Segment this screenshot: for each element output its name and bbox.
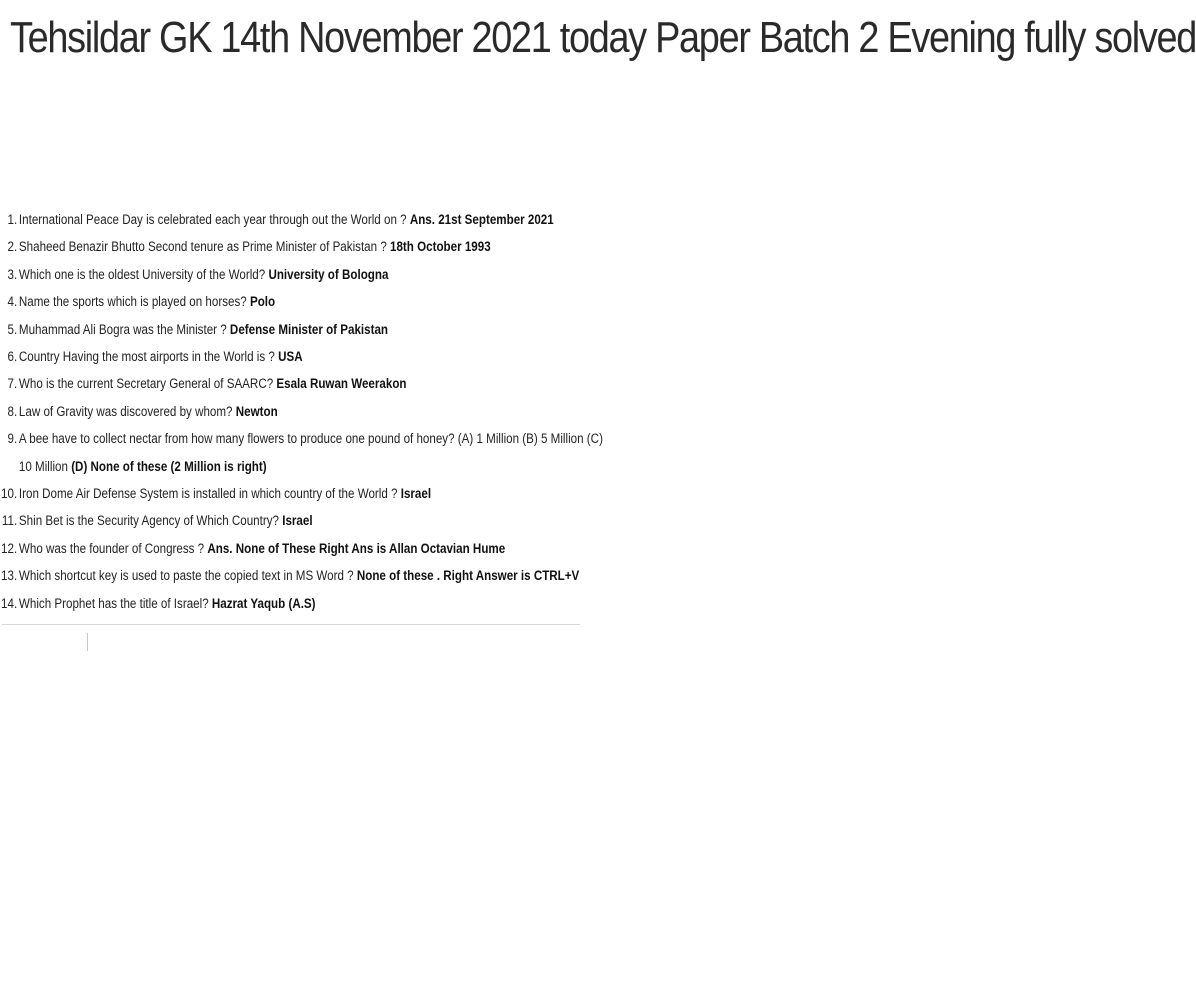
question-item-10 — [0, 480, 612, 507]
answer-text: Newton — [235, 403, 278, 419]
question-item-3 — [0, 261, 612, 288]
question-list — [0, 206, 603, 617]
question-item-9 — [0, 425, 612, 480]
answer-text: Hazrat Yaqub (A.S) — [211, 595, 316, 611]
question-text: Which Prophet has the title of Israel? — [18, 595, 212, 611]
question-text: Iron Dome Air Defense System is installed in which country of the World ? — [18, 486, 401, 502]
question-text: Muhammad Ali Bogra was the Minister ? — [18, 321, 230, 337]
text-cursor-line — [87, 633, 88, 651]
question-text: Country Having the most airports in the World is ? — [18, 349, 279, 365]
answer-text: 18th October 1993 — [390, 239, 491, 255]
page-title — [10, 8, 1196, 67]
answer-text: None of these . Right Answer is CTRL+V — [356, 568, 580, 584]
question-number: 3. — [7, 266, 18, 282]
question-item-8 — [0, 398, 612, 425]
question-number: 11. — [1, 513, 18, 529]
answer-text: University of Bologna — [268, 266, 389, 282]
question-text: A bee have to collect nectar from how many flowers to produce one pound of honey? (A) 1 Million (B) 5 Million (C) 10 Million — [18, 431, 603, 474]
page-title-text: Tehsildar GK 14th November 2021 today Paper Batch 2 Evening fully solved — [10, 13, 1196, 62]
question-item-2 — [0, 233, 612, 260]
question-number: 7. — [7, 376, 18, 392]
question-number: 2. — [7, 239, 18, 255]
question-number: 13. — [1, 568, 18, 584]
answer-text: USA — [278, 349, 303, 365]
question-number: 4. — [7, 294, 18, 310]
question-number: 14. — [1, 595, 18, 611]
question-number: 6. — [7, 349, 18, 365]
question-item-11 — [0, 507, 612, 534]
answer-text: Ans. None of These Right Ans is Allan Octavian Hume — [207, 540, 506, 556]
answer-text: Esala Ruwan Weerakon — [276, 376, 407, 392]
question-item-12 — [0, 535, 612, 562]
question-number: 9. — [7, 431, 18, 447]
content-divider — [2, 624, 580, 625]
answer-text: Israel — [400, 486, 432, 502]
question-item-13 — [0, 562, 612, 589]
question-text: Which one is the oldest University of the World? — [18, 266, 269, 282]
question-text: Who is the current Secretary General of SAARC? — [18, 376, 277, 392]
question-text: International Peace Day is celebrated each year through out the World on ? — [18, 212, 410, 227]
question-text: Shin Bet is the Security Agency of Which Country? — [18, 513, 283, 529]
answer-text: Polo — [249, 294, 276, 310]
question-number: 10. — [1, 486, 18, 502]
question-item-5 — [0, 316, 612, 343]
question-number: 1. — [7, 212, 18, 227]
question-item-14 — [0, 590, 612, 617]
question-item-1 — [0, 206, 612, 233]
answer-text: (D) None of these (2 Million is right) — [71, 458, 267, 474]
question-text: Law of Gravity was discovered by whom? — [18, 403, 236, 419]
answer-text: Defense Minister of Pakistan — [229, 321, 389, 337]
question-text: Which shortcut key is used to paste the copied text in MS Word ? — [18, 568, 357, 584]
question-text: Name the sports which is played on horses? — [18, 294, 250, 310]
question-text: Shaheed Benazir Bhutto Second tenure as Prime Minister of Pakistan ? — [18, 239, 391, 255]
answer-text: Israel — [282, 513, 313, 529]
question-number: 12. — [1, 540, 18, 556]
question-item-7 — [0, 370, 612, 397]
question-text: Who was the founder of Congress ? — [18, 540, 208, 556]
question-number: 5. — [7, 321, 18, 337]
answer-text: Ans. 21st September 2021 — [409, 212, 554, 227]
question-item-6 — [0, 343, 612, 370]
question-number: 8. — [7, 403, 18, 419]
question-item-4 — [0, 288, 612, 315]
